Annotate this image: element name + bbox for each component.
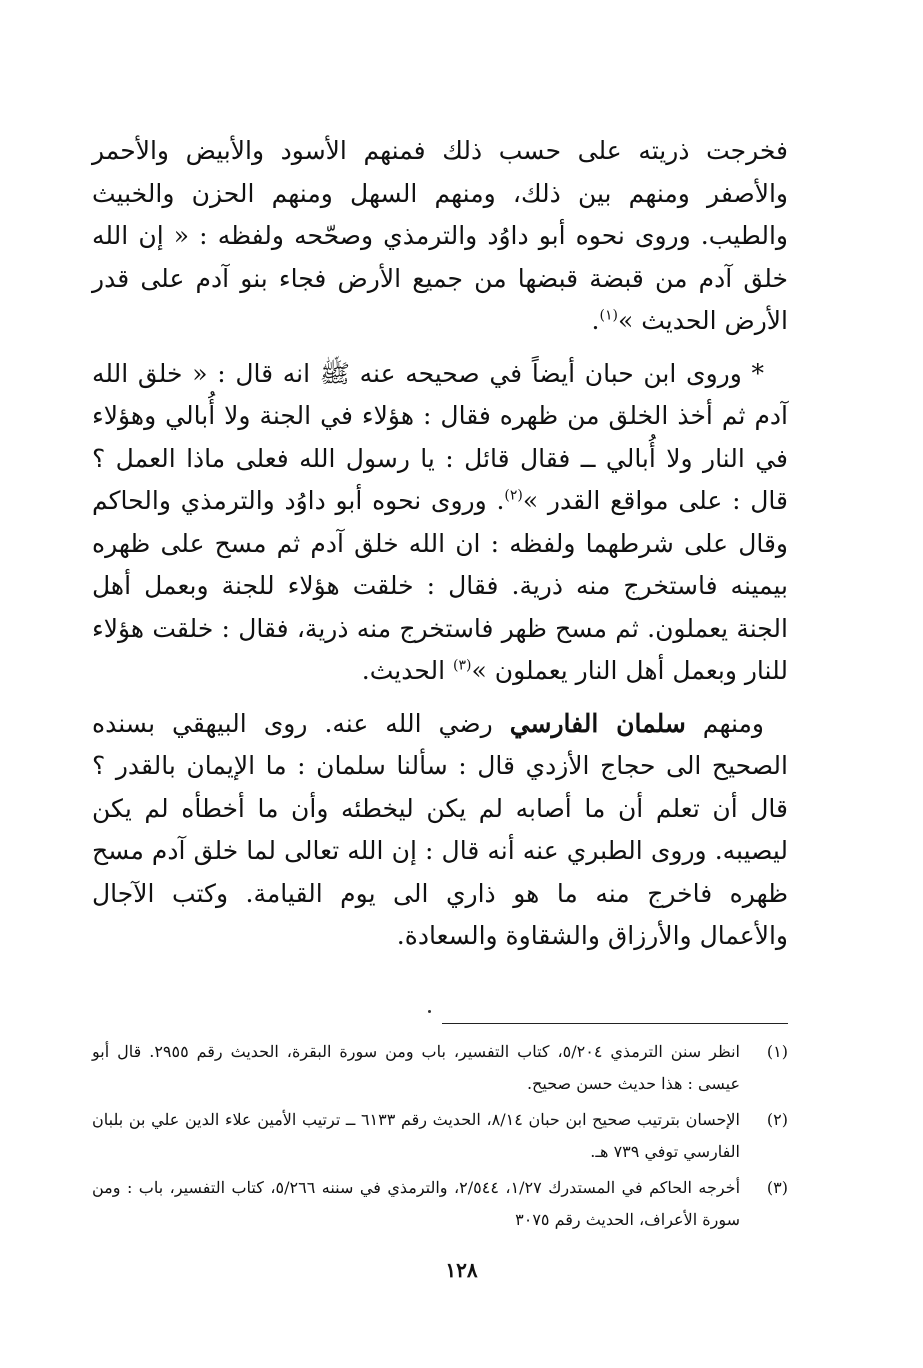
paragraph-2-tail-2: الحديث.	[361, 656, 453, 685]
footnote-text: أخرجه الحاكم في المستدرك ١/٢٧، ٢/٥٤٤، والترمذي في سننه ٥/٢٦٦، كتاب التفسير، باب : ومن سورة الأعراف، الحديث رقم ٣٠٧٥	[92, 1178, 741, 1229]
footnote-ref-3[interactable]: (٣)	[453, 657, 472, 674]
footnote-text: انظر سنن الترمذي ٥/٢٠٤، كتاب التفسير، باب ومن سورة البقرة، الحديث رقم ٢٩٥٥. قال أبو عيسى : هذا حديث حسن صحيح.	[92, 1042, 740, 1093]
main-text	[92, 130, 788, 958]
paragraph-2-text: * وروى ابن حبان أيضاً في صحيحه عنه ﷺ انه قال : « خلق الله آدم ثم أخذ الخلق من ظهره فقال : هؤلاء في الجنة ولا أُبالي وهؤلاء في النار ولا أُبالي ــ فقال قائل : يا رسول الله فعلى ماذا العمل ؟ قال : على مواقع القدر »	[92, 358, 788, 515]
footnote-item	[92, 1036, 788, 1100]
footnote-ref-1[interactable]: (١)	[599, 307, 618, 324]
footnote-number: (١)	[766, 1042, 788, 1061]
paragraph-2-tail: . وروى نحوه أبو داوُد والترمذي والحاكم وقال على شرطهما ولفظه : ان الله خلق آدم ثم مسح على ظهره بيمينه فاستخرج منه ذرية. فقال : خلقت هؤلاء للجنة وبعمل أهل الجنة يعملون. ثم مسح ظهر فاستخرج منه ذرية، فقال : خلقت هؤلاء للنار وبعمل أهل النار يعملون »	[92, 486, 788, 685]
footnote-separator	[442, 1023, 788, 1024]
footnote-number: (٣)	[766, 1178, 788, 1197]
paragraph-3-lead: ومنهم	[685, 708, 764, 738]
footnote-text: الإحسان بترتيب صحيح ابن حبان ٨/١٤، الحديث رقم ٦١٣٣ ــ ترتيب الأمين علاء الدين علي بن بلبان الفارسي توفي ٧٣٩ هـ.	[92, 1110, 741, 1161]
companion-name: سلمان الفارسي	[509, 708, 686, 738]
footnote-item	[92, 1104, 788, 1168]
footnotes	[92, 1036, 788, 1240]
paragraph-1-tail: .	[591, 306, 600, 335]
stray-dot	[428, 1010, 431, 1013]
paragraph-2	[92, 353, 788, 693]
paragraph-1-text: فخرجت ذريته على حسب ذلك فمنهم الأسود والأبيض والأحمر والأصفر ومنهم بين ذلك، ومنهم السهل ومنهم الحزن والخبيث والطيب. وروى نحوه أبو داوُد والترمذي وصحّحه ولفظه : « إن الله خلق آدم من قبضة قبضها من جميع الأرض فجاء بنو آدم على قدر الأرض الحديث »	[92, 136, 788, 335]
page-number: ١٢٨	[445, 1258, 478, 1282]
footnote-number: (٢)	[766, 1110, 788, 1129]
paragraph-3-text: رضي الله عنه. روى البيهقي بسنده الصحيح الى حجاج الأزدي قال : سألنا سلمان : ما الإيمان بالقدر ؟ قال أن تعلم أن ما أصابه لم يكن ليخطئه وأن ما أخطأه لم يكن ليصيبه. وروى الطبري عنه أنه قال : إن الله تعالى لما خلق آدم مسح ظهره فاخرج منه ما هو ذاري الى يوم القيامة. وكتب الآجال والأعمال والأرزاق والشقاوة والسعادة.	[92, 708, 788, 950]
paragraph-1	[92, 130, 788, 343]
footnote-item	[92, 1172, 788, 1236]
paragraph-3	[92, 703, 788, 958]
footnote-ref-2[interactable]: (٢)	[504, 487, 523, 504]
